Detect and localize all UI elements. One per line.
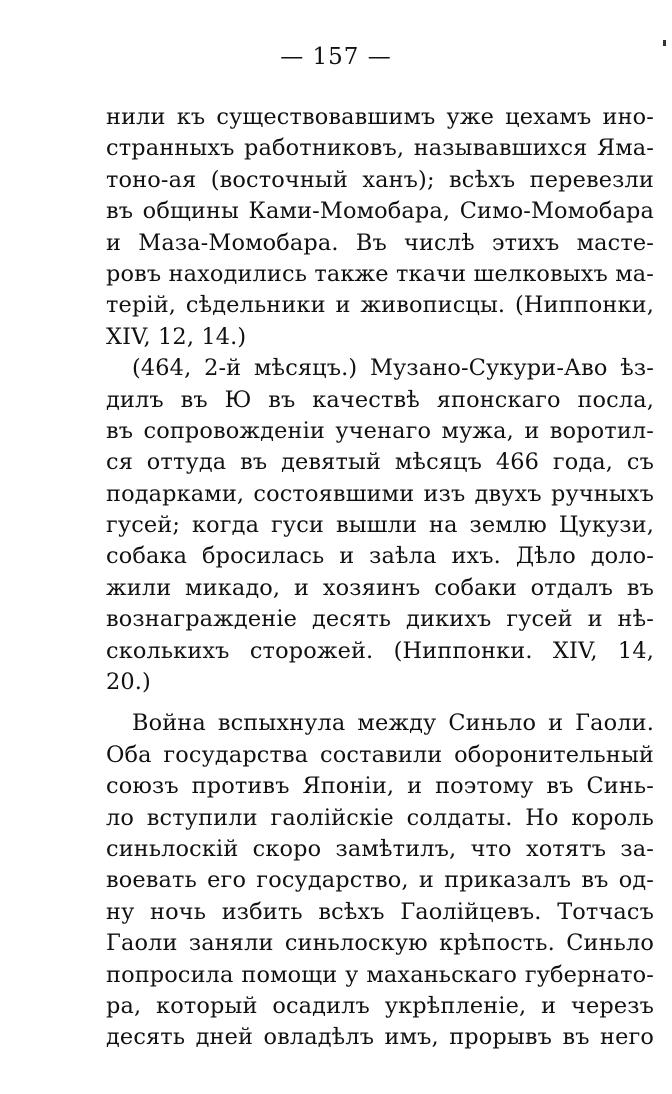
paragraph-2: [106, 353, 654, 698]
text-line: Гаоли заняли синьлоскую крѣпость. Синьло: [106, 930, 654, 957]
text-line: десять дней овладѣлъ имъ, прорывъ въ него: [106, 1024, 654, 1051]
text-line: вознагражденіе десять дикихъ гусей и нѣ-: [106, 606, 654, 633]
text-line: сколькихъ сторожей. (Ниппонки. XIV, 14,: [106, 637, 654, 664]
body-text: [106, 102, 654, 1054]
text-line: попросила помощи у маханьскаго губернато-: [106, 961, 654, 988]
text-line: подарками, состоявшими изъ двухъ ручныхъ: [106, 480, 654, 507]
paragraph-spacer: [106, 698, 654, 708]
text-line: Война вспыхнула между Синьло и Гаоли.: [132, 710, 654, 737]
text-line: жили микадо, и хозяинъ собаки отдалъ въ: [106, 574, 654, 601]
text-line: синьлоскій скоро замѣтилъ, что хотятъ за-: [106, 835, 654, 862]
text-line: союзъ противъ Японіи, и поэтому въ Синь-: [106, 773, 654, 800]
text-line: ра, который осадилъ укрѣпленіе, и черезъ: [106, 992, 654, 1019]
text-line: терій, сѣдельники и живописцы. (Ниппонки,: [106, 292, 654, 319]
text-line: ровъ находились также ткачи шелковыхъ ма-: [106, 260, 654, 287]
text-line: 20.): [106, 669, 151, 696]
text-line: Оба государства составили оборонительный: [106, 741, 654, 768]
text-line: ну ночь избить всѣхъ Гаолійцевъ. Тотчасъ: [106, 898, 654, 925]
text-line: собака бросилась и заѣла ихъ. Дѣло доло-: [106, 543, 654, 570]
text-line: тоно-ая (восточный ханъ); всѣхъ перевезли: [106, 166, 654, 193]
text-line: дилъ въ Ю въ качествѣ японскаго посла,: [106, 386, 654, 413]
text-line: въ общины Ками-Момобара, Симо-Момобара: [106, 198, 654, 225]
text-line: ло вступили гаолійскіе солдаты. Но король: [106, 804, 654, 831]
text-line: нили къ существовавшимъ уже цехамъ ино-: [106, 104, 654, 130]
text-line: ся оттуда въ девятый мѣсяцъ 466 года, съ: [106, 449, 654, 476]
page-number: — 157 —: [280, 44, 392, 70]
text-line: въ сопровожденіи ученаго мужа, и воротил-: [106, 417, 654, 444]
text-line: (464, 2-й мѣсяцъ.) Музано-Сукури-Аво ѣз-: [132, 355, 654, 382]
paragraph-3: [106, 708, 654, 1053]
text-line: XIV, 12, 14.): [106, 323, 247, 350]
text-line: и Маза-Момобара. Въ числѣ этихъ масте-: [106, 229, 654, 256]
text-line: гусей; когда гуси вышли на землю Цукузи,: [106, 512, 654, 539]
paragraph-1: [106, 102, 654, 353]
text-line: воевать его государство, и приказалъ въ од-: [106, 867, 654, 894]
text-line: странныхъ работниковъ, называвшихся Яма-: [106, 135, 654, 162]
